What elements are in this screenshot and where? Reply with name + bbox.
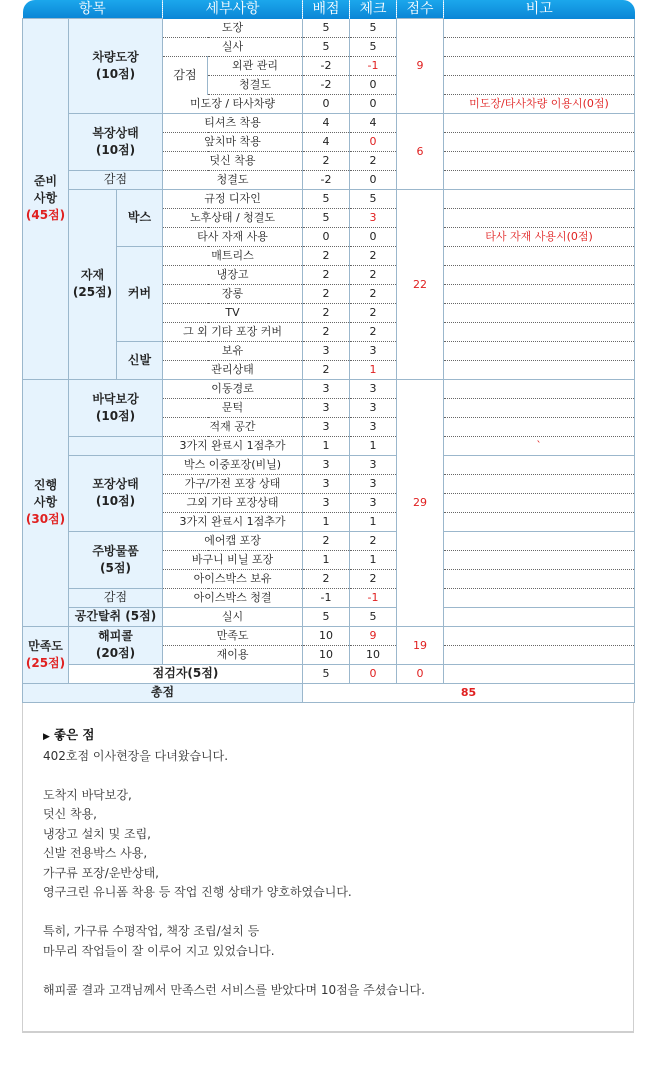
comment-line: 402호점 이사현장을 다녀왔습니다. [43, 748, 229, 763]
group-happy-call: 해피콜 (20점) [69, 626, 163, 664]
check-cell: 3 [350, 208, 397, 227]
detail-cell: 매트리스 [163, 246, 303, 265]
comment-heading: ▶ 좋은 점 [43, 726, 95, 742]
category-satisfaction: 만족도 (25점) [23, 626, 69, 683]
detail-cell: 적재 공간 [163, 417, 303, 436]
points-cell: 2 [303, 569, 350, 588]
table-row [23, 664, 635, 683]
check-cell: 1 [350, 436, 397, 455]
detail-cell: 문턱 [163, 398, 303, 417]
points-cell: 3 [303, 455, 350, 474]
table-row [23, 436, 635, 455]
detail-cell: 이동경로 [163, 379, 303, 398]
note-cell: 미도장/타사차량 이용시(0점) [444, 94, 635, 113]
score-cell: 0 [397, 664, 444, 683]
group-vehicle-paint: 차량도장 (10점) [69, 19, 163, 114]
table-row [23, 19, 635, 38]
check-cell: 2 [350, 284, 397, 303]
check-cell: -1 [350, 56, 397, 75]
score-cell: 22 [397, 189, 444, 379]
table-row [23, 683, 635, 702]
check-cell: 2 [350, 531, 397, 550]
group-dress: 복장상태 (10점) [69, 113, 163, 170]
table-row [23, 626, 635, 645]
note-cell [444, 151, 635, 170]
comment-line: 마무리 작업들이 잘 이루어 지고 있었습니다. [43, 943, 275, 958]
note-cell [444, 493, 635, 512]
points-cell: 10 [303, 626, 350, 645]
group-floor: 바닥보강 (10점) [69, 379, 163, 436]
detail-cell: 외관 관리 [208, 56, 303, 75]
group-floor-spacer [69, 436, 163, 455]
note-cell [444, 379, 635, 398]
note-cell [444, 569, 635, 588]
score-cell: 9 [397, 19, 444, 114]
score-cell: 6 [397, 113, 444, 189]
note-cell [444, 474, 635, 493]
deduct-label: 감점 [163, 56, 208, 94]
comment-line: 가구류 포장/운반상태, [43, 865, 160, 880]
detail-cell: 3가지 완료시 1점추가 [163, 512, 303, 531]
note-cell [444, 208, 635, 227]
detail-cell: 아이스박스 보유 [163, 569, 303, 588]
comment-line [43, 903, 633, 923]
check-cell: 1 [350, 360, 397, 379]
evaluation-sheet [22, 0, 634, 1033]
score-cell: 29 [397, 379, 444, 626]
points-cell: 2 [303, 303, 350, 322]
detail-cell: 실시 [163, 607, 303, 626]
comment-line: 특히, 가구류 수평작업, 책장 조립/설치 등 [43, 924, 260, 938]
points-cell: 3 [303, 417, 350, 436]
check-cell: 5 [350, 607, 397, 626]
subgroup-cover: 커버 [117, 246, 163, 341]
note-cell [444, 645, 635, 664]
points-cell: 5 [303, 607, 350, 626]
group-material: 자재 (25점) [69, 189, 117, 379]
points-cell: -2 [303, 75, 350, 94]
table-row [23, 607, 635, 626]
check-cell: 0 [350, 227, 397, 246]
check-cell: 5 [350, 19, 397, 38]
comment-line [43, 961, 633, 981]
note-cell [444, 189, 635, 208]
detail-cell: 타사 자재 사용 [163, 227, 303, 246]
check-cell: -1 [350, 588, 397, 607]
points-cell: 0 [303, 227, 350, 246]
points-cell: 1 [303, 512, 350, 531]
points-cell: 3 [303, 493, 350, 512]
detail-cell: 그외 기타 포장상태 [163, 493, 303, 512]
table-row [23, 588, 635, 607]
category-progress: 진행 사항 (30점) [23, 379, 69, 626]
detail-cell: 에어캡 포장 [163, 531, 303, 550]
note-cell [444, 341, 635, 360]
check-cell: 3 [350, 493, 397, 512]
points-cell: 3 [303, 474, 350, 493]
detail-cell: 보유 [163, 341, 303, 360]
detail-cell: 미도장 / 타사차량 [163, 94, 303, 113]
note-cell [444, 132, 635, 151]
note-cell [444, 303, 635, 322]
comment-box [22, 703, 634, 1033]
detail-cell: 3가지 완료시 1점추가 [163, 436, 303, 455]
detail-cell: 냉장고 [163, 265, 303, 284]
total-value: 85 [303, 683, 635, 702]
note-cell [444, 37, 635, 56]
note-cell [444, 512, 635, 531]
points-cell: 3 [303, 379, 350, 398]
header-item: 항목 [23, 0, 163, 19]
subgroup-box: 박스 [117, 189, 163, 246]
note-cell [444, 455, 635, 474]
note-cell [444, 246, 635, 265]
detail-cell: 아이스박스 청결 [163, 588, 303, 607]
score-cell: 19 [397, 626, 444, 664]
check-cell: 3 [350, 474, 397, 493]
detail-cell: 실사 [163, 37, 303, 56]
header-check: 체크 [350, 0, 397, 19]
points-cell: 2 [303, 284, 350, 303]
subgroup-shoe: 신발 [117, 341, 163, 379]
detail-cell: 앞치마 착용 [163, 132, 303, 151]
check-cell: 3 [350, 417, 397, 436]
detail-cell: 가구/가전 포장 상태 [163, 474, 303, 493]
points-cell: 4 [303, 113, 350, 132]
note-cell [444, 75, 635, 94]
table-row [23, 170, 635, 189]
deduct-label: 감점 [69, 588, 163, 607]
table-row [23, 455, 635, 474]
table-row [23, 531, 635, 550]
check-cell: 5 [350, 37, 397, 56]
check-cell: 9 [350, 626, 397, 645]
points-cell: 2 [303, 265, 350, 284]
comment-line: 해피콜 결과 고객님께서 만족스런 서비스를 받았다며 10점을 주셨습니다. [43, 982, 425, 997]
detail-cell: 재이용 [163, 645, 303, 664]
note-cell [444, 607, 635, 626]
points-cell: -1 [303, 588, 350, 607]
note-cell [444, 360, 635, 379]
note-cell [444, 588, 635, 607]
points-cell: 2 [303, 531, 350, 550]
note-cell [444, 664, 635, 683]
points-cell: 3 [303, 398, 350, 417]
deduct-label: 감점 [69, 170, 163, 189]
note-cell [444, 626, 635, 645]
points-cell: 4 [303, 132, 350, 151]
points-cell: 5 [303, 208, 350, 227]
detail-cell: 규정 디자인 [163, 189, 303, 208]
group-inspector: 점검자(5점) [69, 664, 303, 683]
detail-cell: 박스 이중포장(비닐) [163, 455, 303, 474]
points-cell: 2 [303, 322, 350, 341]
check-cell: 1 [350, 512, 397, 531]
detail-cell: TV [163, 303, 303, 322]
points-cell: -2 [303, 170, 350, 189]
check-cell: 2 [350, 569, 397, 588]
detail-cell: 바구니 비닐 포장 [163, 550, 303, 569]
note-cell [444, 19, 635, 38]
check-cell: 4 [350, 113, 397, 132]
detail-cell: 노후상태 / 청결도 [163, 208, 303, 227]
comment-line: 냉장고 설치 및 조립, [43, 826, 151, 841]
note-cell [444, 170, 635, 189]
check-cell: 0 [350, 664, 397, 683]
check-cell: 3 [350, 379, 397, 398]
check-cell: 0 [350, 132, 397, 151]
comment-line [43, 766, 633, 786]
check-cell: 0 [350, 75, 397, 94]
note-cell [444, 113, 635, 132]
note-cell: 타사 자재 사용시(0점) [444, 227, 635, 246]
detail-cell: 도장 [163, 19, 303, 38]
check-cell: 2 [350, 246, 397, 265]
points-cell: 3 [303, 341, 350, 360]
detail-cell: 만족도 [163, 626, 303, 645]
note-cell [444, 531, 635, 550]
group-kitchen: 주방물품 (5점) [69, 531, 163, 588]
points-cell: 5 [303, 37, 350, 56]
check-cell: 2 [350, 322, 397, 341]
check-cell: 3 [350, 398, 397, 417]
points-cell: 1 [303, 436, 350, 455]
total-label: 총점 [23, 683, 303, 702]
check-cell: 3 [350, 455, 397, 474]
note-cell [444, 398, 635, 417]
check-cell: 2 [350, 151, 397, 170]
check-cell: 2 [350, 265, 397, 284]
detail-cell: 티셔츠 착용 [163, 113, 303, 132]
points-cell: 0 [303, 94, 350, 113]
table-row [23, 113, 635, 132]
note-cell [444, 284, 635, 303]
detail-cell: 청결도 [163, 170, 303, 189]
points-cell: 5 [303, 664, 350, 683]
check-cell: 1 [350, 550, 397, 569]
header-note: 비고 [444, 0, 635, 19]
check-cell: 3 [350, 341, 397, 360]
score-table [22, 0, 635, 703]
detail-cell: 관리상태 [163, 360, 303, 379]
note-cell [444, 417, 635, 436]
comment-line: 영구크린 유니폼 착용 등 작업 진행 상태가 양호하였습니다. [43, 885, 352, 899]
comment-line: 덧신 착용, [43, 807, 97, 821]
check-cell: 2 [350, 303, 397, 322]
category-prep: 준비 사항 (45점) [23, 19, 69, 380]
points-cell: 2 [303, 246, 350, 265]
comment-line: 신발 전용박스 사용, [43, 846, 148, 860]
group-space: 공간탈취 (5점) [69, 607, 163, 626]
detail-cell: 장롱 [163, 284, 303, 303]
check-cell: 0 [350, 170, 397, 189]
header-detail: 세부사항 [163, 0, 303, 19]
comment-line: 도착지 바닥보강, [43, 787, 132, 802]
header-score: 점수 [397, 0, 444, 19]
detail-cell: 청결도 [208, 75, 303, 94]
points-cell: 5 [303, 189, 350, 208]
check-cell: 0 [350, 94, 397, 113]
points-cell: 2 [303, 151, 350, 170]
check-cell: 10 [350, 645, 397, 664]
points-cell: 5 [303, 19, 350, 38]
note-cell [444, 550, 635, 569]
group-packing: 포장상태 (10점) [69, 455, 163, 531]
detail-cell: 그 외 기타 포장 커버 [163, 322, 303, 341]
points-cell: -2 [303, 56, 350, 75]
note-cell [444, 265, 635, 284]
detail-cell: 덧신 착용 [163, 151, 303, 170]
points-cell: 1 [303, 550, 350, 569]
note-cell [444, 322, 635, 341]
points-cell: 2 [303, 360, 350, 379]
table-row [23, 379, 635, 398]
note-mark: ` [444, 436, 635, 455]
table-row [23, 189, 635, 208]
note-cell [444, 56, 635, 75]
triangle-bullet-icon: ▶ [43, 731, 50, 742]
header-points: 배점 [303, 0, 350, 19]
check-cell: 5 [350, 189, 397, 208]
points-cell: 10 [303, 645, 350, 664]
table-header [23, 0, 635, 19]
